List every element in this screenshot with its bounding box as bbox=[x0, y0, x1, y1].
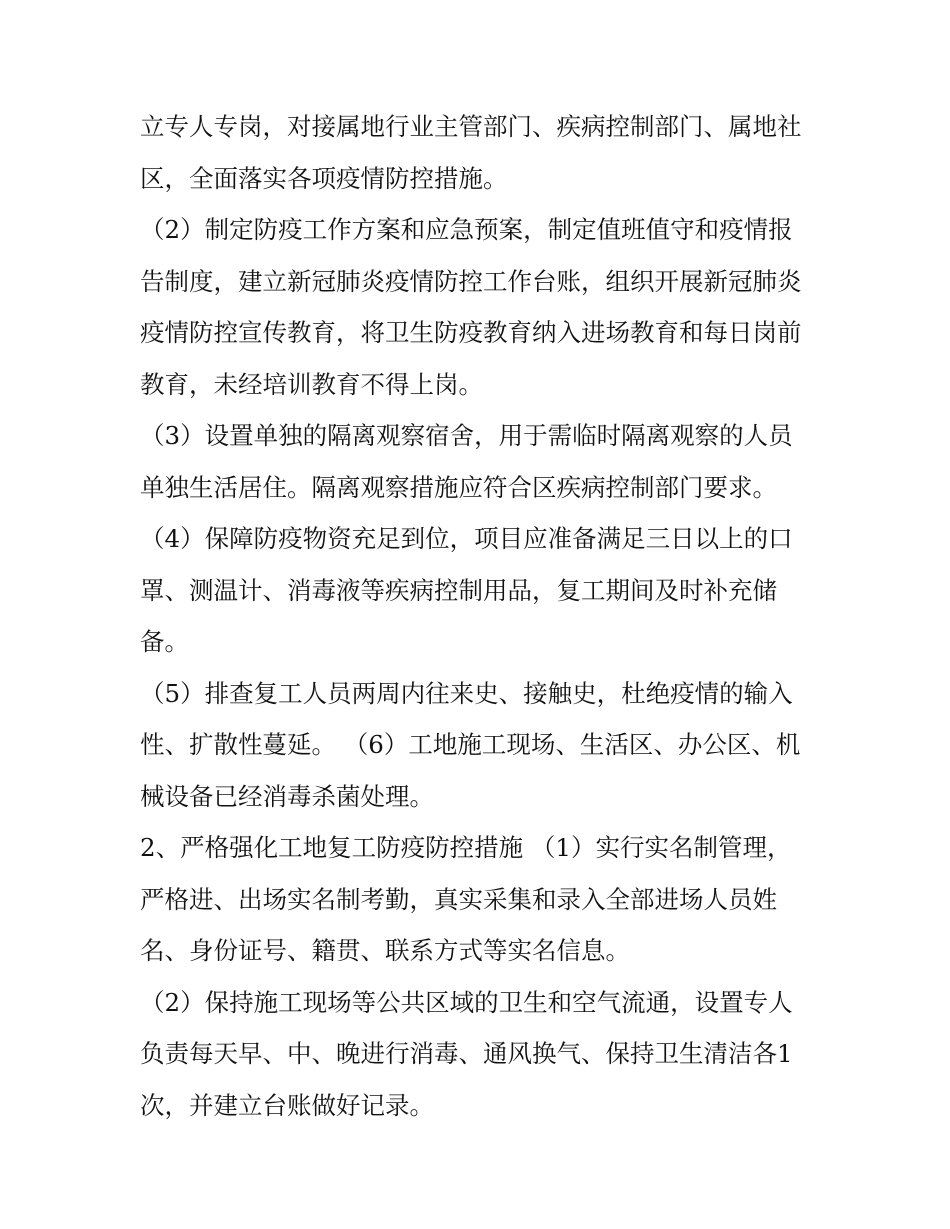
text-line: 负责每天早、中、晚进行消毒、通风换气、保持卫生清洁各1 bbox=[140, 1039, 793, 1068]
text-line: 单独生活居住。隔离观察措施应符合区疾病控制部门要求。 bbox=[140, 472, 777, 502]
text-line: 立专人专岗，对接属地行业主管部门、疾病控制部门、属地社 bbox=[140, 112, 802, 141]
text-line: 械设备已经消毒杀菌处理。 bbox=[140, 781, 434, 811]
text-line: 罩、测温计、消毒液等疾病控制用品，复工期间及时补充储 bbox=[140, 575, 777, 605]
text-line: 教育，未经培训教育不得上岗。 bbox=[140, 369, 483, 399]
text-line: （2）制定防疫工作方案和应急预案，制定值班值守和疫情报 bbox=[140, 215, 793, 244]
text-line: （3）设置单独的隔离观察宿舍，用于需临时隔离观察的人员 bbox=[140, 421, 793, 450]
text-line: （4）保障防疫物资充足到位，项目应准备满足三日以上的口 bbox=[140, 524, 793, 553]
text-line: （2）保持施工现场等公共区域的卫生和空气流通，设置专人 bbox=[140, 987, 793, 1017]
text-line: 备。 bbox=[140, 627, 189, 656]
text-line: 性、扩散性蔓延。 （6）工地施工现场、生活区、办公区、机 bbox=[140, 730, 801, 759]
text-line: 次，并建立台账做好记录。 bbox=[140, 1090, 434, 1120]
text-line: 告制度，建立新冠肺炎疫情防控工作台账，组织开展新冠肺炎 bbox=[140, 266, 802, 296]
text-line: （5）排查复工人员两周内往来史、接触史，杜绝疫情的输入 bbox=[140, 678, 793, 708]
text-line: 疫情防控宣传教育，将卫生防疫教育纳入进场教育和每日岗前 bbox=[140, 318, 802, 347]
text-line: 2、严格强化工地复工防疫防控措施 （1）实行实名制管理， bbox=[140, 833, 792, 862]
text-line: 严格进、出场实名制考勤，真实采集和录入全部进场人员姓 bbox=[140, 884, 777, 914]
text-line: 名、身份证号、籍贯、联系方式等实名信息。 bbox=[140, 936, 630, 965]
text-line: 区，全面落实各项疫情防控措施。 bbox=[140, 163, 508, 193]
document-body bbox=[140, 101, 820, 1131]
